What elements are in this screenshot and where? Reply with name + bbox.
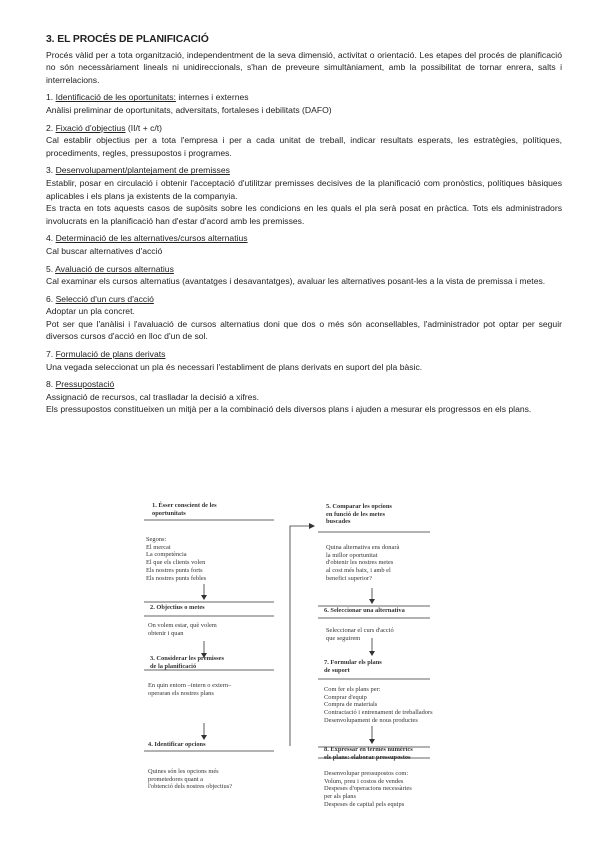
- connector-line: [290, 526, 310, 746]
- section-3: [46, 164, 562, 227]
- intro-paragraph: Procés vàlid per a tota organització, independentment de la seva dimensió, activitat o orientació. Les etapes del procés de planificació no són necessàriament lineals ni unidireccionals, s'han de preveure simultàniament, amb la possibilitat de tornar enrera, salts i interrelacions.: [46, 49, 562, 85]
- step3-body: En quin entorn –intern o extern– operaran els nostres plans: [148, 682, 232, 697]
- section-number: 5.: [46, 263, 54, 274]
- section-title: Formulació de plans derivats: [55, 349, 166, 360]
- step1-title: 1. Ésser conscient de les oportunitats: [152, 502, 217, 517]
- section-title: Avaluació de cursos alternatius: [55, 263, 174, 274]
- arrow-head: [369, 599, 375, 604]
- section-title: Selecció d'un curs d'acció: [55, 293, 154, 304]
- section-heading: [46, 91, 562, 104]
- section-number: 1.: [46, 92, 54, 103]
- arrow-head: [369, 651, 375, 656]
- step7-title: 7. Formular els plans de suport: [324, 659, 382, 674]
- step2-title: 2. Objectius o metes: [150, 604, 205, 611]
- section-8: [46, 378, 562, 416]
- section-heading: [46, 293, 562, 306]
- step5-title: 5. Comparar les opcions en funció de les metes buscades: [326, 503, 392, 526]
- section-number: 6.: [46, 293, 54, 304]
- section-body: Cal buscar alternatives d'acció: [46, 245, 163, 256]
- section-number: 2.: [46, 122, 54, 133]
- section-2: [46, 122, 562, 160]
- section-body: Cal examinar els cursos alternatius (avantatges i desavantatges), avaluar les alternatives posant-les a la vista de premissa i metes.: [46, 276, 546, 287]
- section-heading: [46, 232, 562, 245]
- section-body: Una vegada seleccionat un pla és necessari l'establiment de plans derivats en suport del pla bàsic.: [46, 361, 423, 372]
- planning-flowchart: [140, 496, 440, 841]
- section-7: [46, 348, 562, 373]
- arrow-head: [201, 595, 207, 600]
- step7-body: Com fer els plans per: Comprar d'equip Compra de materials Contractació i entrenament de treballadors Desenvolupament de nous productes: [324, 686, 433, 724]
- page-title: 3. EL PROCÉS DE PLANIFICACIÓ: [46, 34, 209, 45]
- step5-body: Quina alternativa ens donarà la millor oportunitat d'obtenir les nostres metes al cost més baix, i amb el benefici superior?: [326, 544, 400, 582]
- step3-title: 3. Considerar les premisses de la planificació: [150, 655, 224, 670]
- section-6: [46, 293, 562, 343]
- section-heading: [46, 122, 562, 135]
- section-4: [46, 232, 562, 257]
- section-5: [46, 263, 562, 288]
- section-number: 4.: [46, 233, 54, 244]
- section-body: Adoptar un pla concret.: [46, 306, 135, 317]
- arrow-head: [201, 735, 207, 740]
- section-body: Cal establir objectius per a tota l'empresa i per a cada unitat de treball, indicar resultats esperats, les estratègies, polítiques, procediments, regles, pressupostos i programes.: [46, 135, 562, 158]
- section-suffix: (II/t + c/t): [125, 122, 163, 133]
- section-title: Fixació d'objectius: [55, 122, 126, 133]
- section-body: Es tracta en tots aquests casos de supòsits sobre les condicions en les quals el pla serà posat en pràctica. Tots els administradors involucrats en la planificació han d'estar d'acord amb les premisses.: [46, 203, 562, 226]
- step1-body: Segons: El mercat La competència El que els clients volen Els nostres punts forts Els nostres punts febles: [146, 536, 207, 582]
- arrow-head: [309, 523, 315, 529]
- section-list: [46, 91, 562, 416]
- section-title: Desenvolupament/plantejament de premisses: [55, 165, 230, 176]
- step6-title: 6. Seleccionar una alternativa: [324, 607, 405, 614]
- section-heading: [46, 164, 562, 177]
- section-body: Establir, posar en circulació i obtenir l'acceptació d'utilitzar premisses decisives de la planificació com pronòstics, polítiques bàsiques aplicables i els plans ja existents de la companyia.: [46, 177, 562, 201]
- section-body: Anàlisi preliminar de oportunitats, adversitats, fortaleses i debilitats (DAFO): [46, 104, 332, 115]
- section-1: [46, 91, 562, 116]
- document-page: [46, 34, 562, 416]
- section-heading: [46, 263, 562, 276]
- section-number: 8.: [46, 379, 54, 390]
- step4-title: 4. Identificar opcions: [148, 741, 206, 748]
- section-title: Determinació de les alternatives/cursos alternatius: [55, 233, 248, 244]
- step4-body: Quines són les opcions més prometedores quant a l'obtenció dels nostres objectius?: [148, 768, 233, 791]
- step2-body: On volem estar, què volem obtenir i quan: [148, 622, 217, 637]
- section-number: 7.: [46, 349, 54, 360]
- section-body: Assignació de recursos, cal traslladar la decisió a xifres.: [46, 391, 260, 402]
- section-title: Pressupostació: [55, 379, 115, 390]
- section-heading: [46, 348, 562, 361]
- step6-body: Seleccionar el curs d'acció que seguirem: [326, 627, 394, 642]
- step8-title: 8. Expressar en termes numèrics els plans: elaborar pressupostos: [324, 746, 413, 761]
- section-body: Els pressupostos constitueixen un mitjà per a la combinació dels diversos plans i ajuden a mesurar els progressos en els plans.: [46, 404, 532, 415]
- arrow-head: [369, 739, 375, 744]
- section-number: 3.: [46, 165, 54, 176]
- section-heading: [46, 378, 562, 391]
- section-body: Pot ser que l'anàlisi i l'avaluació de cursos alternatius doni que dos o més són aconsellables, l'administrador pot optar per seguir diversos cursos d'acció en lloc d'un de sol.: [46, 318, 562, 342]
- section-title: Identificació de les oportunitats:: [55, 92, 176, 103]
- section-suffix: internes i externes: [175, 92, 249, 103]
- step8-body: Desenvolupar pressupostos com: Volum, preu i costos de vendes Despeses d'operacions necessàries per als plans Despeses de capital pels equips: [324, 770, 412, 808]
